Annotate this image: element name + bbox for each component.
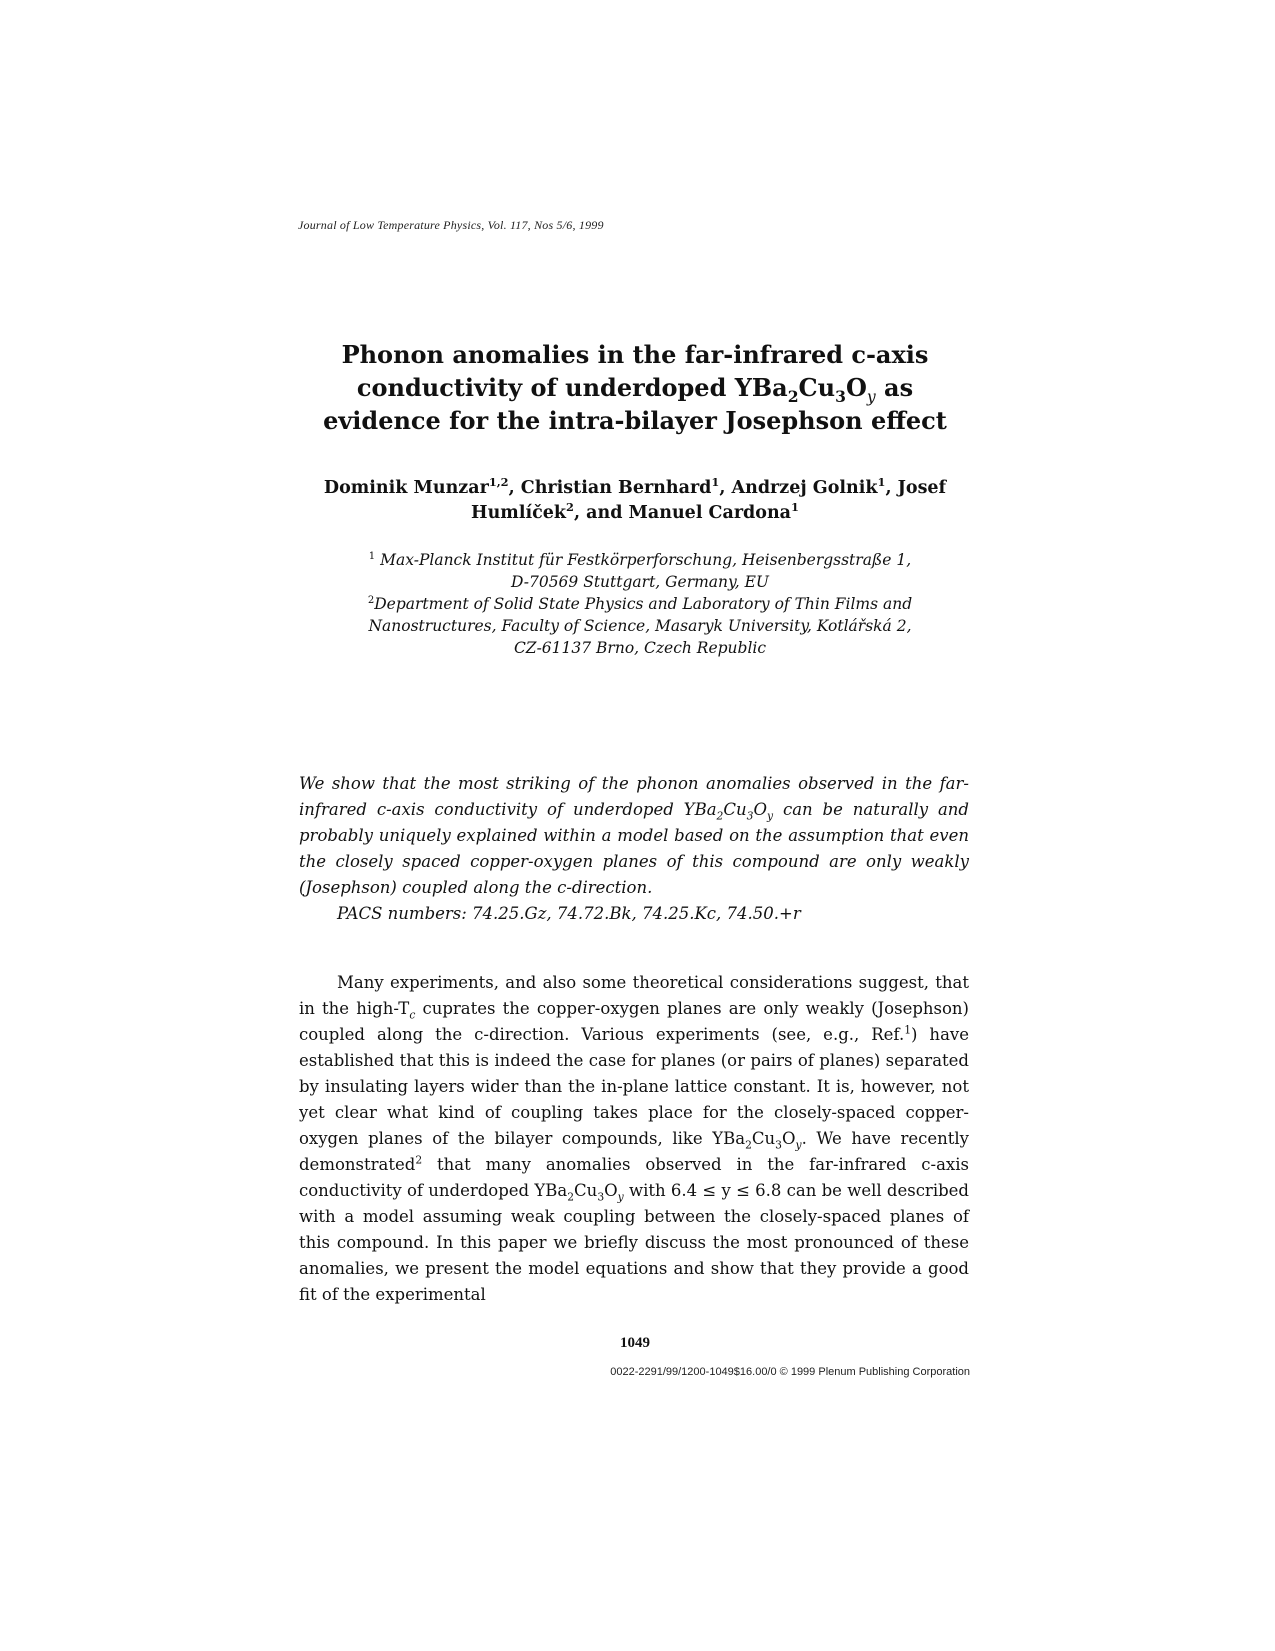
subscript: 3 xyxy=(746,809,754,823)
copyright-line: 0022-2291/99/1200-1049$16.00/0 © 1999 Plenum Publishing Corporation xyxy=(610,1366,970,1378)
journal-header: Journal of Low Temperature Physics, Vol. 117, Nos 5/6, 1999 xyxy=(298,218,604,232)
body-part: Cu xyxy=(751,1129,776,1148)
author-name: , and Manuel Cardona xyxy=(573,503,792,523)
subscript: 3 xyxy=(835,386,846,406)
author-name: , Josef Humlíček xyxy=(471,478,947,523)
title-text: O xyxy=(845,373,867,402)
subscript: 3 xyxy=(597,1190,605,1204)
affiliations xyxy=(300,549,980,659)
subscript: y xyxy=(617,1190,624,1204)
title-line-2 xyxy=(290,371,980,404)
subscript: 2 xyxy=(787,386,799,406)
subscript: y xyxy=(866,387,876,406)
subscript: 2 xyxy=(745,1138,752,1152)
affiliation-1-line-2: D-70569 Stuttgart, Germany, EU xyxy=(511,573,769,591)
affiliation-marker: 1 xyxy=(877,475,886,490)
title-text: Cu xyxy=(798,373,836,402)
abstract-text xyxy=(299,771,969,901)
subscript: 2 xyxy=(567,1190,575,1204)
body-part: O xyxy=(604,1181,618,1200)
paper-title xyxy=(290,338,980,437)
body-part: that many anomalies observed in the far-infrared c-axis conductivity of underdoped YBa xyxy=(299,1155,969,1200)
title-text: as xyxy=(875,373,914,402)
subscript: c xyxy=(409,1008,416,1022)
affiliation-marker: 1 xyxy=(711,475,720,490)
body-paragraph xyxy=(299,970,969,1308)
abstract-part: We show that the most striking of the phonon anomalies observed in the far-infrared c-axis conductivity of underdoped YBa xyxy=(299,774,969,819)
page-number: 1049 xyxy=(620,1335,650,1351)
affiliation-2-line-1 xyxy=(300,593,980,615)
title-line-3: evidence for the intra-bilayer Josephson effect xyxy=(323,406,947,435)
affiliation-marker: 2 xyxy=(566,500,574,515)
reference-marker: 1 xyxy=(904,1023,912,1037)
abstract-part: Cu xyxy=(723,800,747,819)
body-part: O xyxy=(782,1129,796,1148)
author-name: , Christian Bernhard xyxy=(508,478,712,498)
affiliation-text: Max-Planck Institut für Festkörperforschung, Heisenbergsstraße 1, xyxy=(375,551,912,569)
pacs-numbers: PACS numbers: 74.25.Gz, 74.72.Bk, 74.25.Kc, 74.50.+r xyxy=(337,904,801,923)
author-name: , Andrzej Golnik xyxy=(719,478,878,498)
author-list xyxy=(290,476,980,526)
affiliation-marker: 1 xyxy=(791,500,799,515)
abstract xyxy=(299,771,969,927)
body-part: Many experiments, and also some theoretical considerations suggest, that in the high-T xyxy=(299,973,969,1018)
body-part: . We have recently demonstrated xyxy=(299,1129,969,1174)
subscript: y xyxy=(795,1138,802,1152)
subscript: 3 xyxy=(775,1138,782,1152)
affiliation-number: 2 xyxy=(367,594,375,606)
reference-marker: 2 xyxy=(415,1153,423,1167)
abstract-part: O xyxy=(753,800,767,819)
body-part: ) have established that this is indeed the case for planes (or pairs of planes) separated by insulating layers wider than the in-plane lattice constant. It is, however, not yet clear what kind of coupling takes place for the closely-spaced copper-oxygen planes of the bilayer compounds, like YBa xyxy=(299,1025,969,1148)
body-part: with 6.4 ≤ y ≤ 6.8 can be well described with a model assuming weak coupling between the closely-spaced planes of this compound. In this paper we briefly discuss the most pronounced of these anomalies, we present the model equations and show that they provide a good fit of the experimental xyxy=(299,1181,969,1304)
affiliation-2-line-2: Nanostructures, Faculty of Science, Masaryk University, Kotlářská 2, xyxy=(368,617,912,635)
subscript: y xyxy=(767,809,774,823)
author-name: Dominik Munzar xyxy=(323,478,489,498)
affiliation-2-line-3: CZ-61137 Brno, Czech Republic xyxy=(513,639,767,657)
affiliation-number: 1 xyxy=(368,550,376,562)
subscript: 2 xyxy=(716,809,724,823)
affiliation-text: Department of Solid State Physics and Laboratory of Thin Films and xyxy=(374,595,913,613)
title-line-1: Phonon anomalies in the far-infrared c-axis xyxy=(341,340,929,369)
body-part: Cu xyxy=(574,1181,598,1200)
title-text: conductivity of underdoped YBa xyxy=(356,373,788,402)
affiliation-1-line-1 xyxy=(300,549,980,571)
affiliation-marker: 1,2 xyxy=(488,475,509,490)
abstract-part: can be naturally and probably uniquely explained within a model based on the assumption that even the closely spaced copper-oxygen planes of this compound are only weakly (Josephson) coupled along the c-direction. xyxy=(299,800,969,897)
body-part: cuprates the copper-oxygen planes are only weakly (Josephson) coupled along the c-direction. Various experiments (see, e.g., Ref. xyxy=(299,999,969,1044)
